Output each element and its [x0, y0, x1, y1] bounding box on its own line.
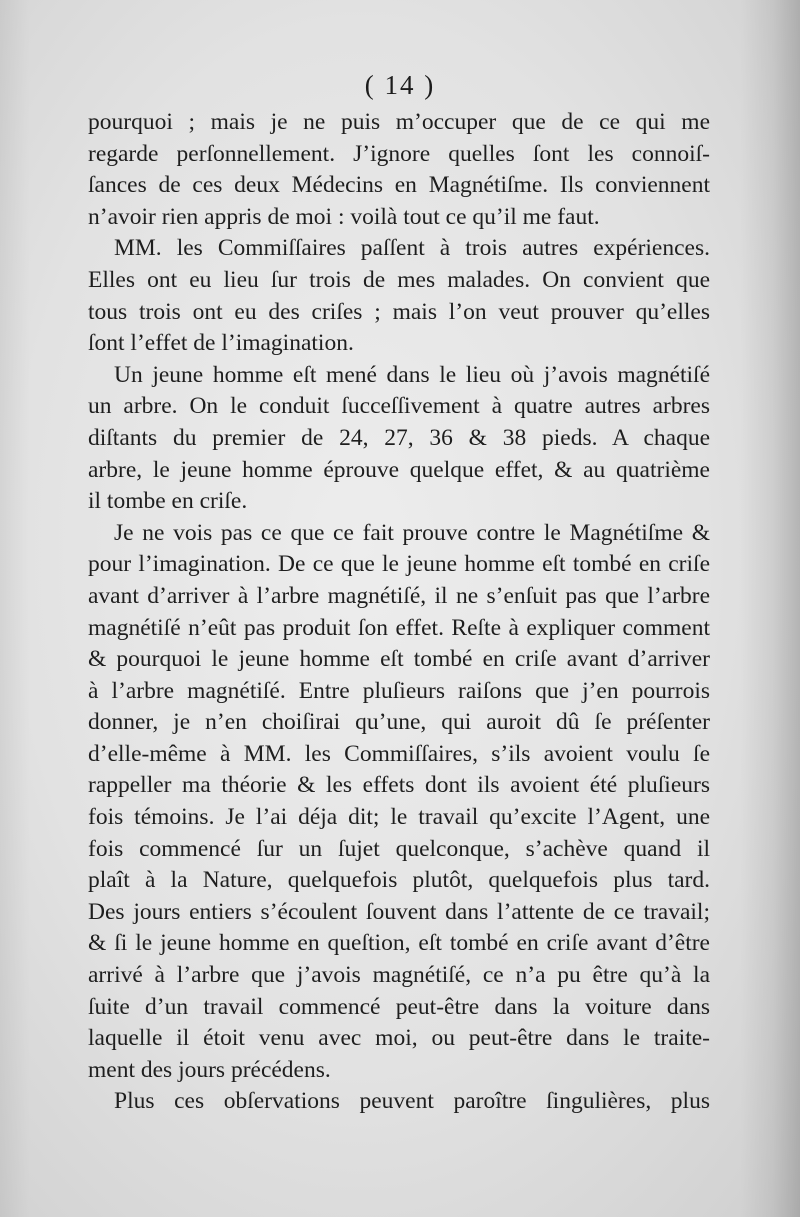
body-text: [88, 107, 710, 1118]
text-line: arrivé à l’arbre que j’avois magnétiſé, ce n’a pu être qu’à la: [88, 962, 710, 989]
text-line: pour l’imagination. De ce que le jeune homme eſt tombé en criſe: [88, 551, 710, 578]
text-line: & ſi le jeune homme en queſtion, eſt tombé en criſe avant d’être: [88, 930, 710, 957]
text-line: avant d’arriver à l’arbre magnétiſé, il ne s’enſuit pas que l’arbre: [88, 582, 710, 609]
page-number: ( 14 ): [364, 70, 436, 100]
text-line: magnétiſé n’eût pas produit ſon effet. Reſte à expliquer comment: [88, 614, 710, 641]
text-line: ment des jours précédens.: [88, 1056, 331, 1083]
text-line: laquelle il étoit venu avec moi, ou peut-être dans le traite-: [88, 1025, 710, 1052]
text-line: d’elle-même à MM. les Commiſſaires, s’ils avoient voulu ſe: [88, 740, 710, 767]
text-line: Plus ces obſervations peuvent paroître ſingulières, plus: [114, 1088, 710, 1115]
text-line: à l’arbre magnétiſé. Entre pluſieurs raiſons que j’en pourrois: [88, 677, 710, 704]
text-line: & pourquoi le jeune homme eſt tombé en criſe avant d’arriver: [88, 646, 710, 673]
text-line: tous trois ont eu des criſes ; mais l’on veut prouver qu’elles: [88, 298, 710, 325]
text-line: donner, je n’en choiſirai qu’une, qui auroit dû ſe préſenter: [88, 709, 710, 736]
text-line: ſances de ces deux Médecins en Magnétiſme. Ils conviennent: [88, 172, 710, 199]
text-line: Je ne vois pas ce que ce fait prouve contre le Magnétiſme &: [114, 519, 710, 546]
text-line: ſont l’effet de l’imagination.: [88, 330, 354, 357]
text-line: arbre, le jeune homme éprouve quelque effet, & au quatrième: [88, 456, 710, 483]
text-line: Un jeune homme eſt mené dans le lieu où j’avois magnétiſé: [114, 361, 710, 388]
text-line: diſtants du premier de 24, 27, 36 & 38 pieds. A chaque: [88, 424, 710, 451]
text-line: fois témoins. Je l’ai déja dit; le travail qu’excite l’Agent, une: [88, 804, 710, 831]
text-line: Elles ont eu lieu ſur trois de mes malades. On convient que: [88, 266, 710, 293]
page-right-shadow: [740, 0, 800, 1217]
page-left-shadow: [0, 0, 30, 1217]
text-line: MM. les Commiſſaires paſſent à trois autres expériences.: [114, 235, 710, 262]
text-line: rappeller ma théorie & les effets dont ils avoient été pluſieurs: [88, 772, 710, 799]
text-line: il tombe en criſe.: [88, 488, 248, 515]
text-line: fois commencé ſur un ſujet quelconque, s’achève quand il: [88, 835, 710, 862]
text-line: Des jours entiers s’écoulent ſouvent dans l’attente de ce travail;: [88, 898, 710, 925]
text-line: regarde perſonnellement. J’ignore quelles ſont les connoiſ-: [88, 140, 710, 167]
text-line: plaît à la Nature, quelquefois plutôt, quelquefois plus tard.: [88, 867, 710, 894]
text-line: un arbre. On le conduit ſucceſſivement à quatre autres arbres: [88, 393, 710, 420]
text-line: pourquoi ; mais je ne puis m’occuper que de ce qui me: [88, 109, 710, 135]
text-line: ſuite d’un travail commencé peut-être dans la voiture dans: [88, 993, 710, 1020]
text-line: n’avoir rien appris de moi : voilà tout ce qu’il me faut.: [88, 203, 600, 230]
